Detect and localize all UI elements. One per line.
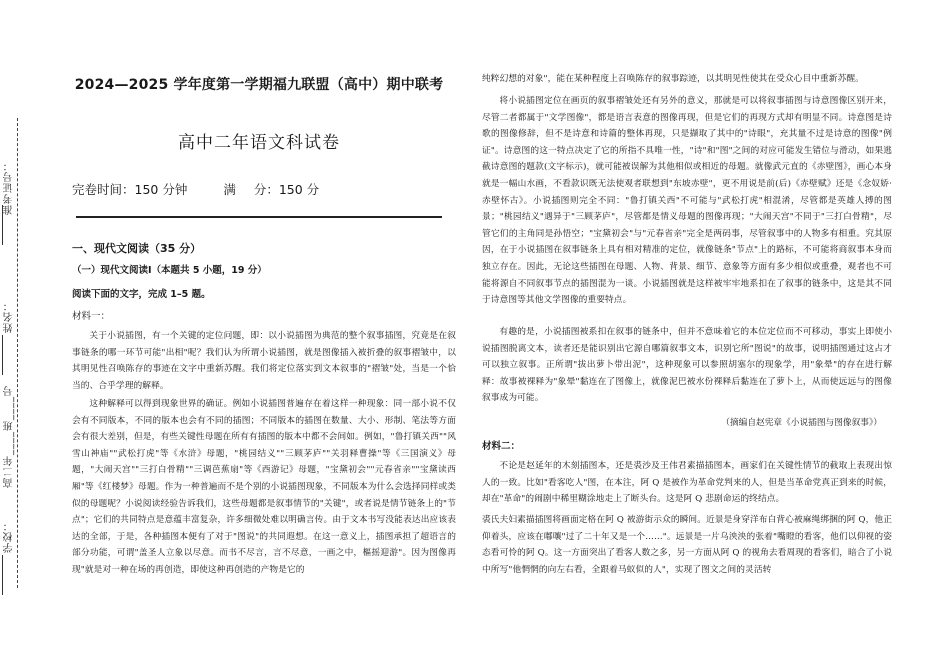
material2-label: 材料二：: [482, 441, 521, 452]
name-label: 姓名：: [4, 300, 15, 333]
cut-line: [17, 118, 18, 588]
paragraph: 关于小说插图，有一个关键的定位问题，即：以小说插图为典范的整个叙事插图，究竟是在叙事链条的哪一环节可能"出相"呢？我们认为所谓小说插图，就是图像插入被折叠的叙事褶皱中，以其明见性召唤陈存的事迹在文字中重新苏醒。我们将定位落实到文本叙事的"褶皱"处，当是一个恰当的、合乎学理的解释。: [72, 331, 456, 391]
exam-no-blank: [2, 205, 15, 245]
instruction: 阅读下面的文字，完成 1–5 题。: [72, 289, 211, 300]
title-divider: [76, 216, 442, 218]
paragraph: 纯粹幻想的对象"，能在某种程度上召唤陈存的叙事踪迹，以其明见性使其在受众心目中重新苏醒。: [482, 74, 864, 84]
right-column: [482, 0, 892, 658]
exam-no-label: 准考证号：: [4, 160, 15, 215]
name-blank: [2, 335, 15, 375]
citation: （摘编自赵宪章《小说插图与图像叙事》）: [721, 418, 882, 428]
exam-title: 2024—2025 学年度第一学期福九联盟（高中）期中联考: [74, 77, 444, 93]
exam-info: [72, 180, 333, 198]
binding-margin: [0, 0, 40, 658]
full-label: 满: [223, 182, 236, 197]
school-label: 学校：: [4, 520, 15, 553]
full-score: 分：150 分: [253, 182, 320, 197]
paragraph: 将小说插图定位在画页的叙事褶皱处还有另外的意义，那就是可以将叙事插图与诗意图像区别开来，尽管二者都属于"文学图像"，都是语言表意的图像再现，但是它们的再现方式却有明显不同。诗意图是诗歌的图像修辞，但不是诗意和诗篇的整体再现，只是撷取了其中的"诗眼"，充其量不过是诗意的图像"例证"。诗意图的这一特点决定了它的所指不具唯一性，"诗"和"图"之间的对应可能发生错位与滑动，如果逃截诗意图的题款(文字标示)，就可能被误解为其他相似或相近的母题。就像武元直的《赤壁图》，画心本身就是一幅山水画，不看款识既无法使观者联想到"东坡赤壁"，更不用说是前(后)《赤壁赋》还是《念奴娇·赤壁怀古》。小说插图则完全不同："鲁打镇关西"不可能与"武松打虎"相混淆，尽管都是英雄人搏的图景；"桃园结义"遇异于"三顾茅庐"，尽管都是情义母题的图像再现；"大闹天宫"不同于"三打白骨精"，尽管它们的主角同是孙悟空；"宝黛初会"与"元春省亲"完全是两码事，尽管叙事中的人物多有相重。究其原因，在于小说插图在叙事链条上具有相对精准的定位，就像链条"节点"上的路标，不可能将商叙事本身而独立存在。因此，无论这些插图在母题、人物、背景、细节、意象等方面有多少相似或重叠，观者也不可能将源自不同叙事节点的插图混为一谈。小说插图就是这样被牢牢地系扣在了叙事的链条中，这是其不同于诗意图等其他文学图像的重要特点。: [482, 96, 892, 306]
paragraph: 裘氏夫妇素描插图将画面定格在阿 Q 被游街示众的瞬间。近景是身穿洋布白背心被麻绳绑捆的阿 Q，他正仰着头，应该在嘟嚷"过了二十年又是一个……"。远景是一片乌泱泱的张着"嘴瞪的看客，他们以仰视的姿态看可怜的阿 Q。这一方面突出了看客人数之多，另一方面从阿 Q 的视角去看周现的看客们，暗合了小说中所写"他惘惘的向左右看，全跟着马蚁似的人"，实现了图文之间的灵活转: [482, 515, 892, 575]
left-column: [58, 0, 460, 658]
school-blank: [2, 555, 15, 595]
exam-subtitle: 高中二年语文科试卷: [178, 133, 340, 153]
section-heading: 一、现代文阅读（35 分）: [72, 242, 202, 255]
exam-time: 完卷时间：150 分钟: [72, 182, 188, 197]
paragraph: 有趣的是，小说插图被系扣在叙事的链条中，但并不意味着它的本位定位而不可移动，事实上即使小说插图脱离文本，读者还是能识别出它源自哪篇叙事文本，识别它所"图说"的故事，说明插图通过这占才可以独立叙事。正所谓"拔出萝卜带出泥"，这种现象可以参照胡塞尔的现象学，用"象晕"的存在进行解释：故事被裸释为"象晕"黏连在了图像上，就像泥巴被水份裸释后黏连在了萝卜上，从而使远远与的图像叙事成为可能。: [482, 327, 892, 404]
material1-label: 材料一：: [72, 311, 111, 322]
paragraph: 这种解释可以得到现象世界的确证。例如小说插图普遍存在着这样一种现象：同一部小说不仅会有不同版本，不同的版本也会有不同的插图；不同版本的插图在数量、大小、形制、笔法等方面会有很大差别，但是，有些关键性母题在所有有插图的版本中都不会间如。例如，"鲁打镇关西""风雪山神庙""武松打虎"等《水浒》母题，"桃园结义""三顾茅庐""关羽释曹操"等《三国演义》母题，"大闹天宫""三打白骨精""三调芭蕉扇"等《西游记》母题，"宝黛初会""元春省亲""宝黛读西厢"等《红楼梦》母题。作为一种普遍而不是个别的小说插图现象，不同版本为什么会选择同样或类似的母题呢？小说阅读经验告诉我们，这些母题都是叙事情节的"关键"，或者说是情节链条上的"节点"；它们的共同特点是意蕴丰富复杂，许多细微处难以明确言传。由于文本书写没能表达出应该表达的全部，于是，各种插图本便有了对于"图说"的共同遐想。在这一意义上，插图承担了超语言的部分功能，可谓"盖圣人立象以尽意。而书不尽言，言不尽意，一画之中，樞摇迎游"。因为图像再现"就是对一种在场的再创造，即使这种再创造的产物是它的: [72, 399, 456, 575]
subsection-heading: （一）现代文阅读Ⅰ（本题共 5 小题，19 分）: [72, 265, 267, 276]
class-label: 高二年____班____号: [4, 385, 15, 488]
paragraph: 不论是赵延年的木刻插图本，还是裘沙及王伟君素描插图本，画家们在关键性情节的截取上表现出惊人的一致。比如"看客吃人"图，在本注，阿 Q 是被作为革命党判来的人，但是当革命党真正到来的时候，却在"革命"的闹剧中稀里糊涂地走上了断头台。这是阿 Q 悲剧命运的终结点。: [482, 461, 892, 505]
